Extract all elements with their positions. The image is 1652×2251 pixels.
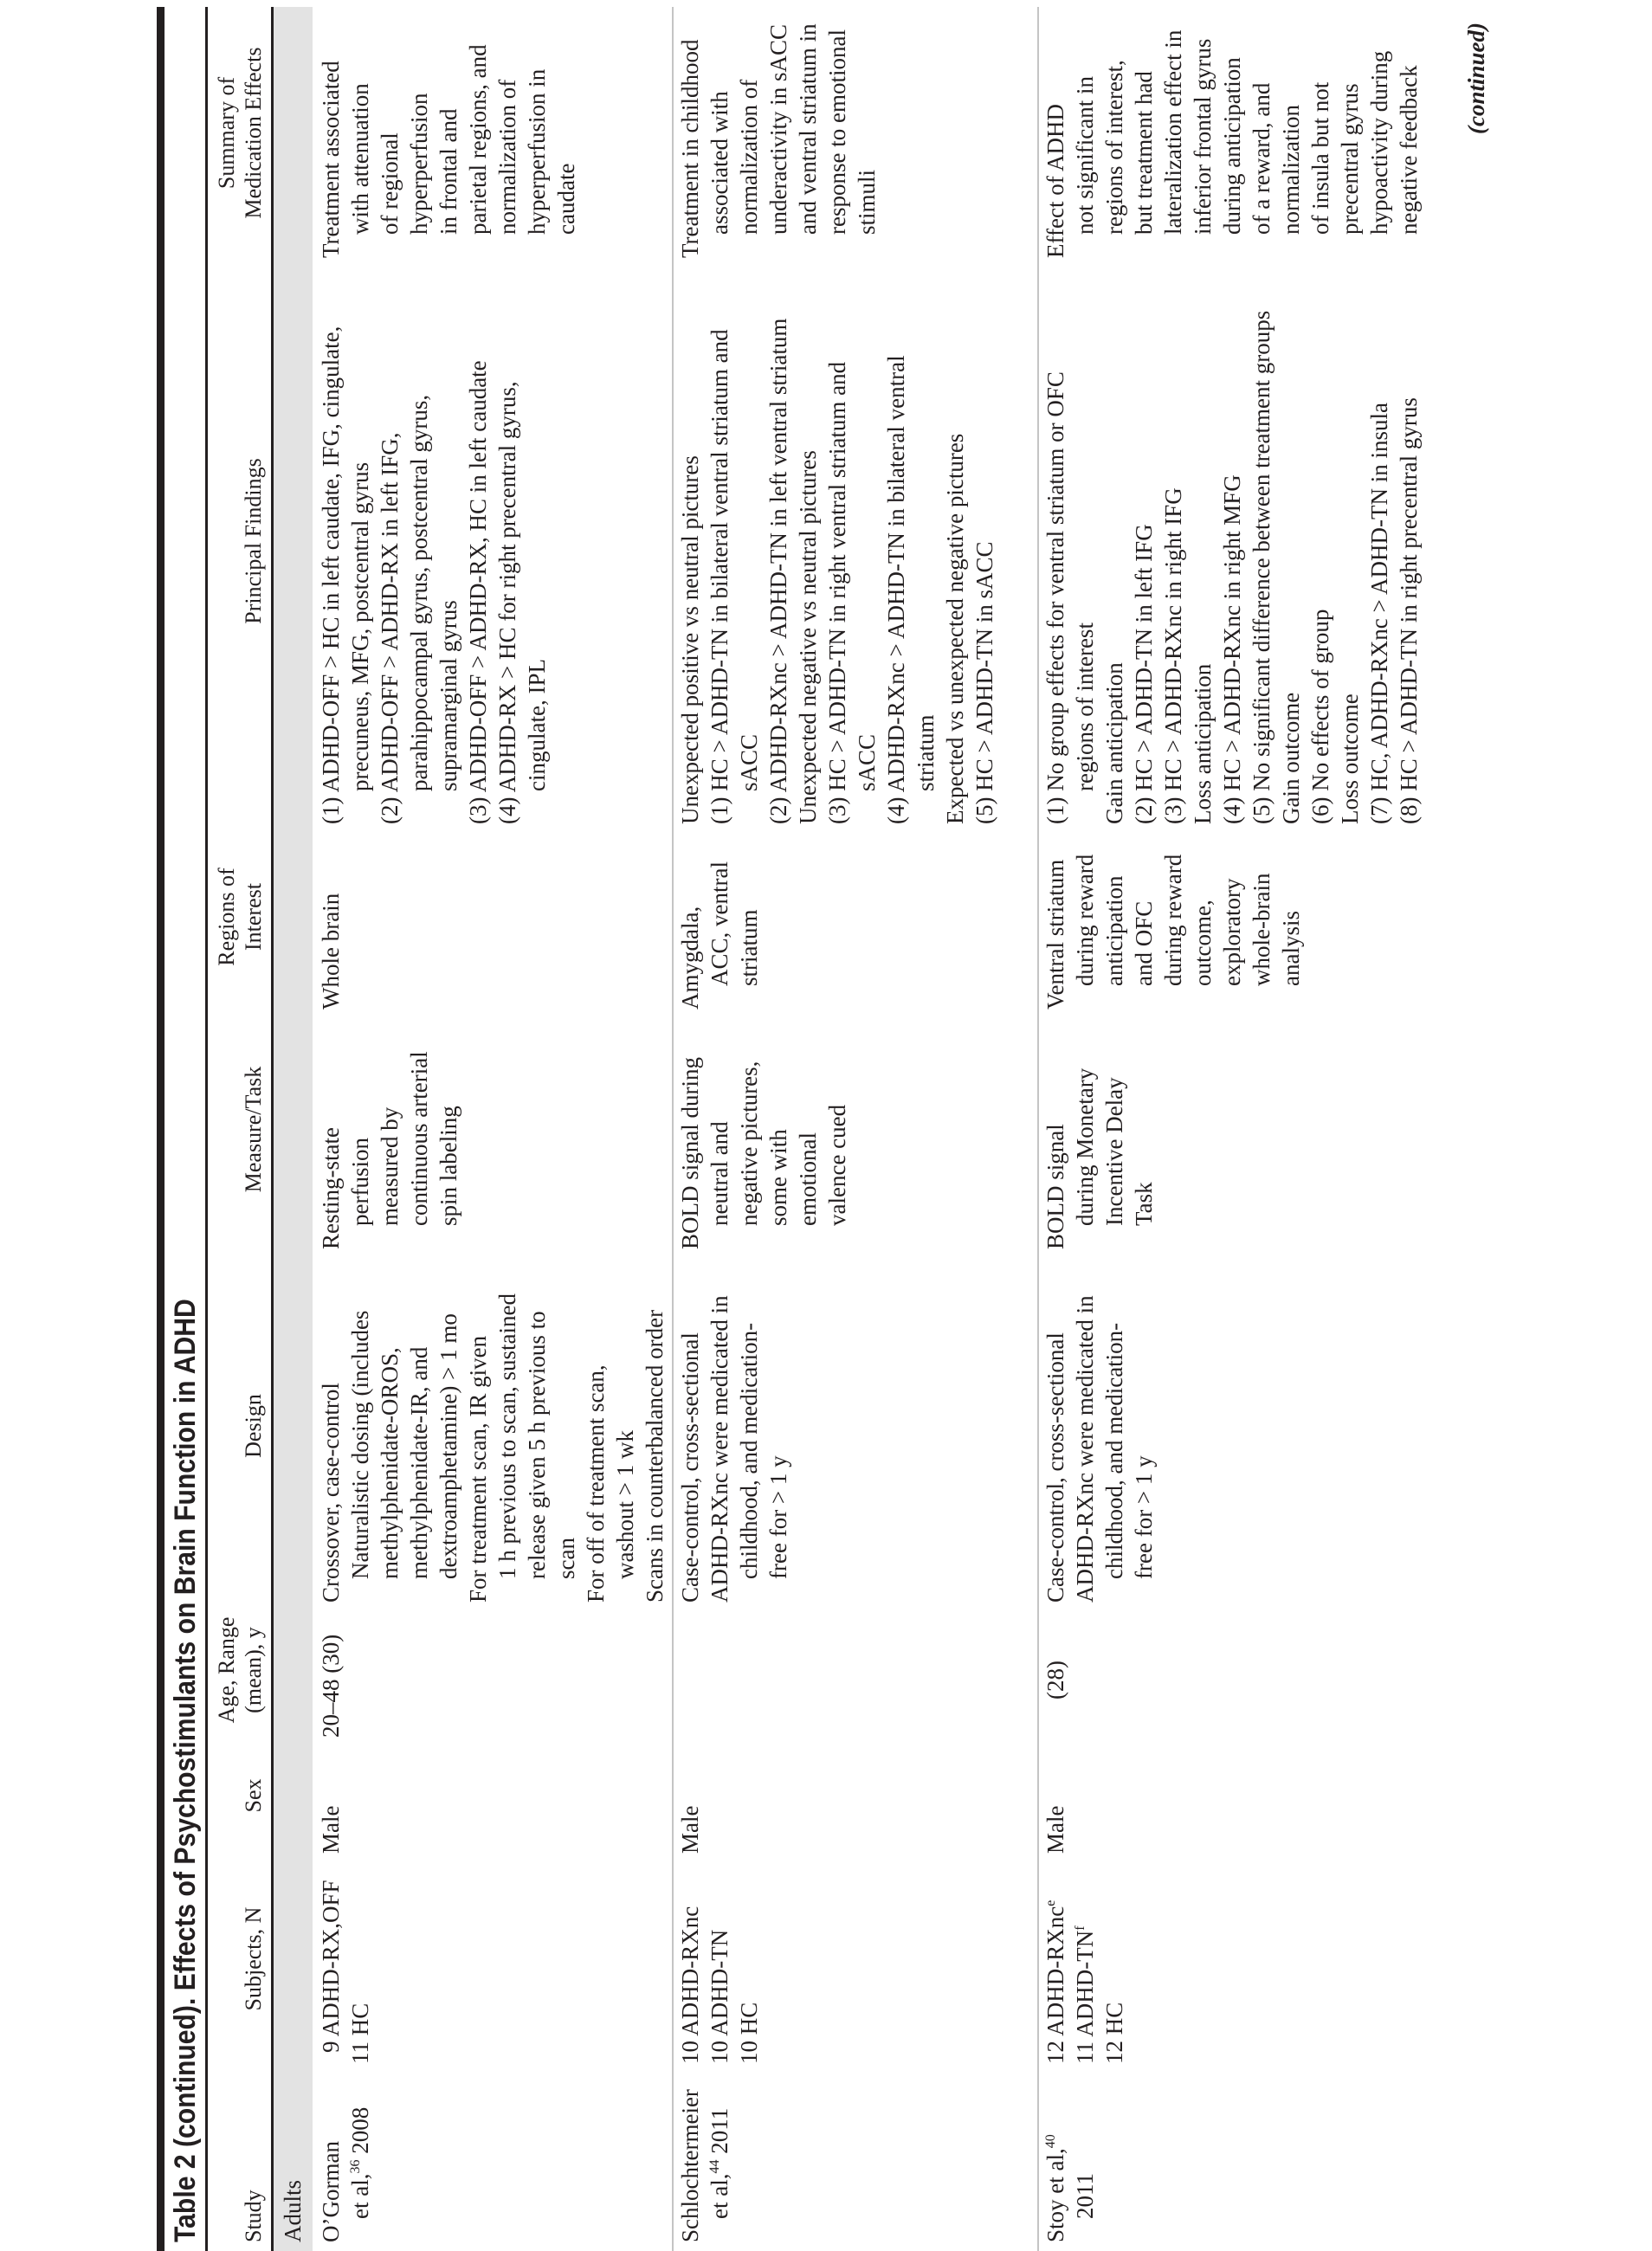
text-line: during anticipation xyxy=(1219,57,1245,235)
cell-study xyxy=(675,2064,734,2242)
text-line: (6) No effects of group xyxy=(1307,609,1333,824)
column-header-principal xyxy=(213,258,267,824)
text-line: analysis xyxy=(1278,911,1304,986)
text-line: (3) HC > ADHD-RXnc in right IFG xyxy=(1160,487,1186,824)
text-line: (2) ADHD-OFF > ADHD-RX in left IFG, xyxy=(377,432,403,824)
text-line: Loss outcome xyxy=(1337,693,1363,824)
text-line: regions of interest xyxy=(1072,622,1098,791)
cell-paragraph xyxy=(1158,258,1188,824)
header-line: Design xyxy=(241,1394,266,1458)
text-line: parietal regions, and xyxy=(465,44,491,235)
cell-paragraph xyxy=(1306,258,1335,824)
cell-paragraph xyxy=(1041,1249,1070,1603)
cell-paragraph xyxy=(1041,1854,1070,2064)
cell-paragraph xyxy=(1041,8,1423,258)
cell-paragraph xyxy=(1394,258,1423,824)
text-line: regions of interest, xyxy=(1101,60,1127,235)
header-line: Summary of xyxy=(214,76,239,190)
cell-paragraph xyxy=(375,258,463,824)
cell-paragraph xyxy=(675,824,764,1009)
cell-summary xyxy=(1041,8,1423,258)
cell-paragraph xyxy=(970,258,999,824)
text-line: Amygdala, xyxy=(677,906,703,1009)
cell-paragraph xyxy=(675,2064,734,2242)
cell-paragraph xyxy=(734,1854,764,2064)
text-line: hypoactivity during xyxy=(1366,50,1392,235)
header-line: Medication Effects xyxy=(241,47,266,219)
cell-paragraph xyxy=(764,258,793,824)
cell-regions xyxy=(675,824,764,1009)
text-line: normalization of xyxy=(736,79,762,235)
text-line: 1 h previous to scan, sustained xyxy=(494,1293,520,1579)
text-line: cingulate, IPL xyxy=(524,659,550,791)
cell-paragraph xyxy=(823,258,881,824)
text-line: Whole brain xyxy=(318,893,344,1009)
text-line: 9 ADHD-RX,OFF xyxy=(318,1880,344,2053)
text-line: 10 ADHD-RXnc xyxy=(677,1906,703,2064)
text-line: (4) ADHD-RX > HC for right precentral gyrus, xyxy=(494,381,520,824)
text-line: normalization of xyxy=(494,79,520,235)
text-line: washout > 1 wk xyxy=(612,1430,638,1579)
text-line: striatum xyxy=(736,909,762,986)
column-header-study xyxy=(213,2064,267,2242)
text-line: and OFC xyxy=(1131,900,1157,986)
text-line: Male xyxy=(318,1805,344,1854)
text-line: associated with xyxy=(707,91,732,235)
cell-subjects xyxy=(316,1854,375,2064)
cell-measure xyxy=(675,1009,852,1249)
cell-measure xyxy=(316,1009,463,1249)
cell-paragraph xyxy=(1129,258,1158,824)
text-line: 2011 xyxy=(1072,2173,1098,2219)
text-line: Task xyxy=(1131,1182,1157,1226)
text-line: perfusion xyxy=(347,1138,373,1226)
text-line: hyperperfusion in xyxy=(524,68,550,235)
text-line: free for > 1 y xyxy=(1131,1455,1157,1579)
text-line: For treatment scan, IR given xyxy=(465,1335,491,1603)
cell-paragraph xyxy=(1041,258,1100,824)
text-line: Schlochtermeier xyxy=(677,2089,703,2242)
cell-paragraph xyxy=(316,1738,345,1854)
text-line: (3) HC > ADHD-TN in right ventral striatum and xyxy=(824,361,850,824)
text: 2011 xyxy=(707,2107,732,2160)
text: et al, xyxy=(347,2173,373,2219)
text-line: underactivity in sACC xyxy=(765,24,791,235)
text-line: methylphenidate-OROS, xyxy=(377,1347,403,1579)
text-line xyxy=(1070,1854,1100,2064)
text-line: anticipation xyxy=(1101,875,1127,986)
cell-subjects xyxy=(1041,1854,1129,2064)
header-line: Sex xyxy=(241,1778,266,1813)
reference-superscript: f xyxy=(1073,1925,1087,1931)
text-line: lateralization effect in xyxy=(1160,29,1186,235)
continued-note: (continued) xyxy=(1463,23,1489,135)
text-line: ADHD-RXnc were medicated in xyxy=(1072,1295,1098,1603)
header-line: Principal Findings xyxy=(241,458,266,624)
cell-paragraph xyxy=(1041,824,1306,1009)
column-header-age xyxy=(213,1603,267,1738)
cell-paragraph xyxy=(881,258,940,824)
text-line: Effect of ADHD xyxy=(1042,104,1068,258)
cell-paragraph xyxy=(675,258,705,824)
cell-principal xyxy=(316,258,552,824)
text-line: neutral and xyxy=(707,1121,732,1226)
cell-paragraph xyxy=(1041,2064,1100,2242)
column-header-sex xyxy=(213,1738,267,1854)
text-line: free for > 1 y xyxy=(765,1455,791,1579)
text-line: precuneus, MFG, postcentral gyrus xyxy=(347,461,373,791)
text-line: (4) ADHD-RXnc > ADHD-TN in bilateral ventral xyxy=(883,355,909,824)
text-line: (2) ADHD-RXnc > ADHD-TN in left ventral striatum xyxy=(765,318,791,824)
cell-paragraph xyxy=(316,258,375,824)
text-line: Crossover, case-control xyxy=(318,1383,344,1603)
cell-paragraph xyxy=(675,1249,705,1603)
text: 12 ADHD-RXnc xyxy=(1042,1906,1068,2064)
cell-design xyxy=(1041,1249,1158,1603)
text-line: in frontal and xyxy=(436,108,461,235)
header-line: Subjects, N xyxy=(241,1906,266,2011)
text-line: striatum xyxy=(913,714,939,791)
header-line: Regions of xyxy=(214,868,239,966)
cell-study xyxy=(316,2064,375,2242)
cell-sex xyxy=(675,1738,705,1854)
cell-paragraph xyxy=(316,824,345,1009)
table-title: Table 2 (continued). Effects of Psychostimulants on Brain Function in ADHD xyxy=(169,1299,202,2242)
header-top-rule xyxy=(205,7,208,2251)
text-line: (1) ADHD-OFF > HC in left caudate, IFG, cingulate, xyxy=(318,326,344,824)
cell-regions xyxy=(1041,824,1306,1009)
text-line xyxy=(345,2064,375,2242)
cell-paragraph xyxy=(793,258,823,824)
text-line: sACC xyxy=(854,733,880,791)
cell-paragraph xyxy=(463,1249,581,1603)
text-line: outcome, xyxy=(1190,900,1216,986)
text: 2008 xyxy=(347,2106,373,2160)
text-line: (1) No group effects for ventral striatum or OFC xyxy=(1042,371,1068,824)
text-line: inferior frontal gyrus xyxy=(1190,38,1216,235)
reference-superscript: 40 xyxy=(1043,2134,1058,2149)
cell-paragraph xyxy=(1217,258,1247,824)
cell-regions xyxy=(316,824,345,1009)
cell-paragraph xyxy=(316,8,581,258)
text-line: Resting-state xyxy=(318,1127,344,1249)
header-line: Age, Range xyxy=(214,1616,239,1724)
text-line: 11 HC xyxy=(347,2003,373,2064)
text-line: normalization xyxy=(1278,105,1304,235)
text-line: during Monetary xyxy=(1072,1067,1098,1226)
text-line: ADHD-RXnc were medicated in xyxy=(707,1295,732,1603)
text-line: 10 HC xyxy=(736,2002,762,2064)
text-line: with attenuation xyxy=(347,83,373,235)
text-line: Gain anticipation xyxy=(1101,662,1127,824)
text-line: Loss anticipation xyxy=(1190,663,1216,824)
header-line: (mean), y xyxy=(241,1627,266,1713)
cell-principal xyxy=(675,258,999,824)
text-line: supramarginal gyrus xyxy=(436,600,461,791)
cell-subjects xyxy=(675,1854,764,2064)
text-line: of regional xyxy=(377,132,403,235)
column-header-summary xyxy=(213,8,267,258)
cell-paragraph xyxy=(316,1854,345,2064)
text-line: precentral gyrus xyxy=(1337,83,1363,235)
section-band-adults xyxy=(274,7,313,2251)
text-line: continuous arterial xyxy=(406,1051,432,1226)
text-line: parahippocampal gyrus, postcentral gyrus, xyxy=(406,394,432,791)
text-line: (3) ADHD-OFF > ADHD-RX, HC in left caudate xyxy=(465,360,491,824)
cell-paragraph xyxy=(705,1854,734,2064)
cell-measure xyxy=(1041,1009,1158,1249)
text-line: BOLD signal xyxy=(1042,1124,1068,1249)
row-separator xyxy=(672,7,674,2251)
text-line: (28) xyxy=(1042,1661,1068,1700)
text-line: (1) HC > ADHD-TN in bilateral ventral striatum and xyxy=(707,329,732,824)
section-label: Adults xyxy=(280,2179,306,2242)
text-line: Expected vs unexpected negative pictures xyxy=(942,433,968,824)
cell-paragraph xyxy=(1070,1854,1100,2064)
cell-paragraph xyxy=(1188,258,1217,824)
cell-design xyxy=(316,1249,669,1603)
text-line: (5) HC > ADHD-TN in sACC xyxy=(971,541,997,824)
text-line: (4) HC > ADHD-RXnc in right MFG xyxy=(1219,474,1245,824)
cell-paragraph xyxy=(316,1603,345,1738)
cell-design xyxy=(675,1249,793,1603)
cell-paragraph xyxy=(463,258,493,824)
cell-paragraph xyxy=(316,1009,463,1249)
cell-paragraph xyxy=(1276,258,1306,824)
text: 11 ADHD-TN xyxy=(1072,1930,1098,2064)
text-line: Unexpected positive vs neutral pictures xyxy=(677,455,703,824)
cell-paragraph xyxy=(493,258,552,824)
text-line: exploratory xyxy=(1219,878,1245,986)
cell-paragraph xyxy=(581,1249,640,1603)
cell-paragraph xyxy=(1070,1249,1158,1603)
text-line: valence cued xyxy=(824,1104,850,1226)
cell-paragraph xyxy=(640,1249,669,1603)
text-line xyxy=(1041,2064,1070,2242)
text-line: Gain outcome xyxy=(1278,692,1304,824)
text-line: Ventral striatum xyxy=(1042,859,1068,1009)
cell-paragraph xyxy=(1335,258,1365,824)
text-line: of insula but not xyxy=(1307,81,1333,235)
cell-sex xyxy=(316,1738,345,1854)
row-separator xyxy=(1037,7,1039,2251)
text-line: stimuli xyxy=(854,169,880,235)
column-header-design xyxy=(213,1249,267,1603)
text-line: Naturalistic dosing (includes xyxy=(347,1310,373,1579)
text-line: hyperperfusion xyxy=(406,93,432,235)
text-line: BOLD signal during xyxy=(677,1057,703,1249)
text-line: sACC xyxy=(736,733,762,791)
column-header-regions xyxy=(213,824,267,1009)
reference-superscript: 36 xyxy=(348,2159,363,2174)
cell-paragraph xyxy=(316,1249,463,1603)
text-line xyxy=(705,2064,734,2242)
text-line: and ventral striatum in xyxy=(795,23,821,235)
column-header-subjects xyxy=(213,1854,267,2064)
text-line: measured by xyxy=(377,1106,403,1226)
text-line: 12 HC xyxy=(1101,2002,1127,2064)
text-line: dextroamphetamine) > 1 mo xyxy=(436,1313,461,1579)
text-line: during reward xyxy=(1160,854,1186,986)
cell-summary xyxy=(675,8,881,258)
cell-study xyxy=(1041,2064,1100,2242)
cell-paragraph xyxy=(1247,258,1276,824)
text-line: For off of treatment scan, xyxy=(583,1364,609,1603)
column-header-measure xyxy=(213,1009,267,1249)
cell-paragraph xyxy=(345,1854,375,2064)
text-line: Incentive Delay xyxy=(1101,1077,1127,1226)
cell-paragraph xyxy=(1100,1854,1129,2064)
text-line: Treatment in childhood xyxy=(677,39,703,258)
text-line: (8) HC > ADHD-TN in right precentral gyrus xyxy=(1396,397,1422,824)
cell-paragraph xyxy=(705,1249,793,1603)
cell-paragraph xyxy=(1041,1738,1070,1854)
text-line: release given 5 h previous to xyxy=(524,1311,550,1579)
text-line: scan xyxy=(553,1538,579,1579)
cell-paragraph xyxy=(675,1009,852,1249)
text-line: (5) No significant difference between treatment groups xyxy=(1249,310,1274,824)
text-line: Male xyxy=(677,1805,703,1854)
cell-paragraph xyxy=(940,258,970,824)
text: et al, xyxy=(707,2173,732,2219)
cell-paragraph xyxy=(705,258,764,824)
text-line: Unexpected negative vs neutral pictures xyxy=(795,450,821,824)
text-line: (2) HC > ADHD-TN in left IFG xyxy=(1131,524,1157,824)
cell-paragraph xyxy=(1365,258,1394,824)
text-line: but treatment had xyxy=(1131,71,1157,235)
text-line: Treatment associated xyxy=(318,61,344,258)
cell-age xyxy=(316,1603,345,1738)
text-line: childhood, and medication- xyxy=(736,1322,762,1579)
text-line: childhood, and medication- xyxy=(1101,1322,1127,1579)
text-line: Case-control, cross-sectional xyxy=(677,1332,703,1603)
header-line: Interest xyxy=(241,883,266,951)
text-line: whole-brain xyxy=(1249,873,1274,986)
text-line: some with xyxy=(765,1129,791,1226)
text-line: response to emotional xyxy=(824,29,850,235)
cell-principal xyxy=(1041,258,1423,824)
header-line: Study xyxy=(241,2190,266,2242)
text-line: (7) HC, ADHD-RXnc > ADHD-TN in insula xyxy=(1366,403,1392,824)
reference-superscript: e xyxy=(1043,1899,1058,1906)
text-line: negative feedback xyxy=(1396,65,1422,235)
cell-paragraph xyxy=(675,8,881,258)
text-line: during reward xyxy=(1072,854,1098,986)
cell-summary xyxy=(316,8,581,258)
text-line: methylphenidate-IR, and xyxy=(406,1346,432,1579)
cell-paragraph xyxy=(316,2064,375,2242)
header-line: Measure/Task xyxy=(241,1066,266,1193)
text-line xyxy=(1041,1854,1070,2064)
text-line: Scans in counterbalanced order xyxy=(642,1309,668,1603)
text-line: emotional xyxy=(795,1132,821,1226)
text-line: Case-control, cross-sectional xyxy=(1042,1332,1068,1603)
text: Stoy et al, xyxy=(1042,2148,1068,2242)
text-line: caudate xyxy=(553,163,579,235)
text-line: negative pictures, xyxy=(736,1061,762,1226)
text-line: 10 ADHD-TN xyxy=(707,1929,732,2064)
text-line: 20–48 (30) xyxy=(318,1634,344,1738)
reference-superscript: 44 xyxy=(707,2159,722,2174)
text-line: O’Gorman xyxy=(318,2141,344,2242)
text-line: of a reward, and xyxy=(1249,82,1274,235)
cell-paragraph xyxy=(1100,258,1129,824)
table-top-rule xyxy=(157,7,165,2251)
cell-sex xyxy=(1041,1738,1070,1854)
text-line: not significant in xyxy=(1072,76,1098,235)
cell-paragraph xyxy=(675,1738,705,1854)
cell-paragraph xyxy=(1041,1009,1158,1249)
text-line: spin labeling xyxy=(436,1106,461,1226)
text-line: Male xyxy=(1042,1805,1068,1854)
text-line: ACC, ventral xyxy=(707,861,732,986)
cell-paragraph xyxy=(675,1854,705,2064)
